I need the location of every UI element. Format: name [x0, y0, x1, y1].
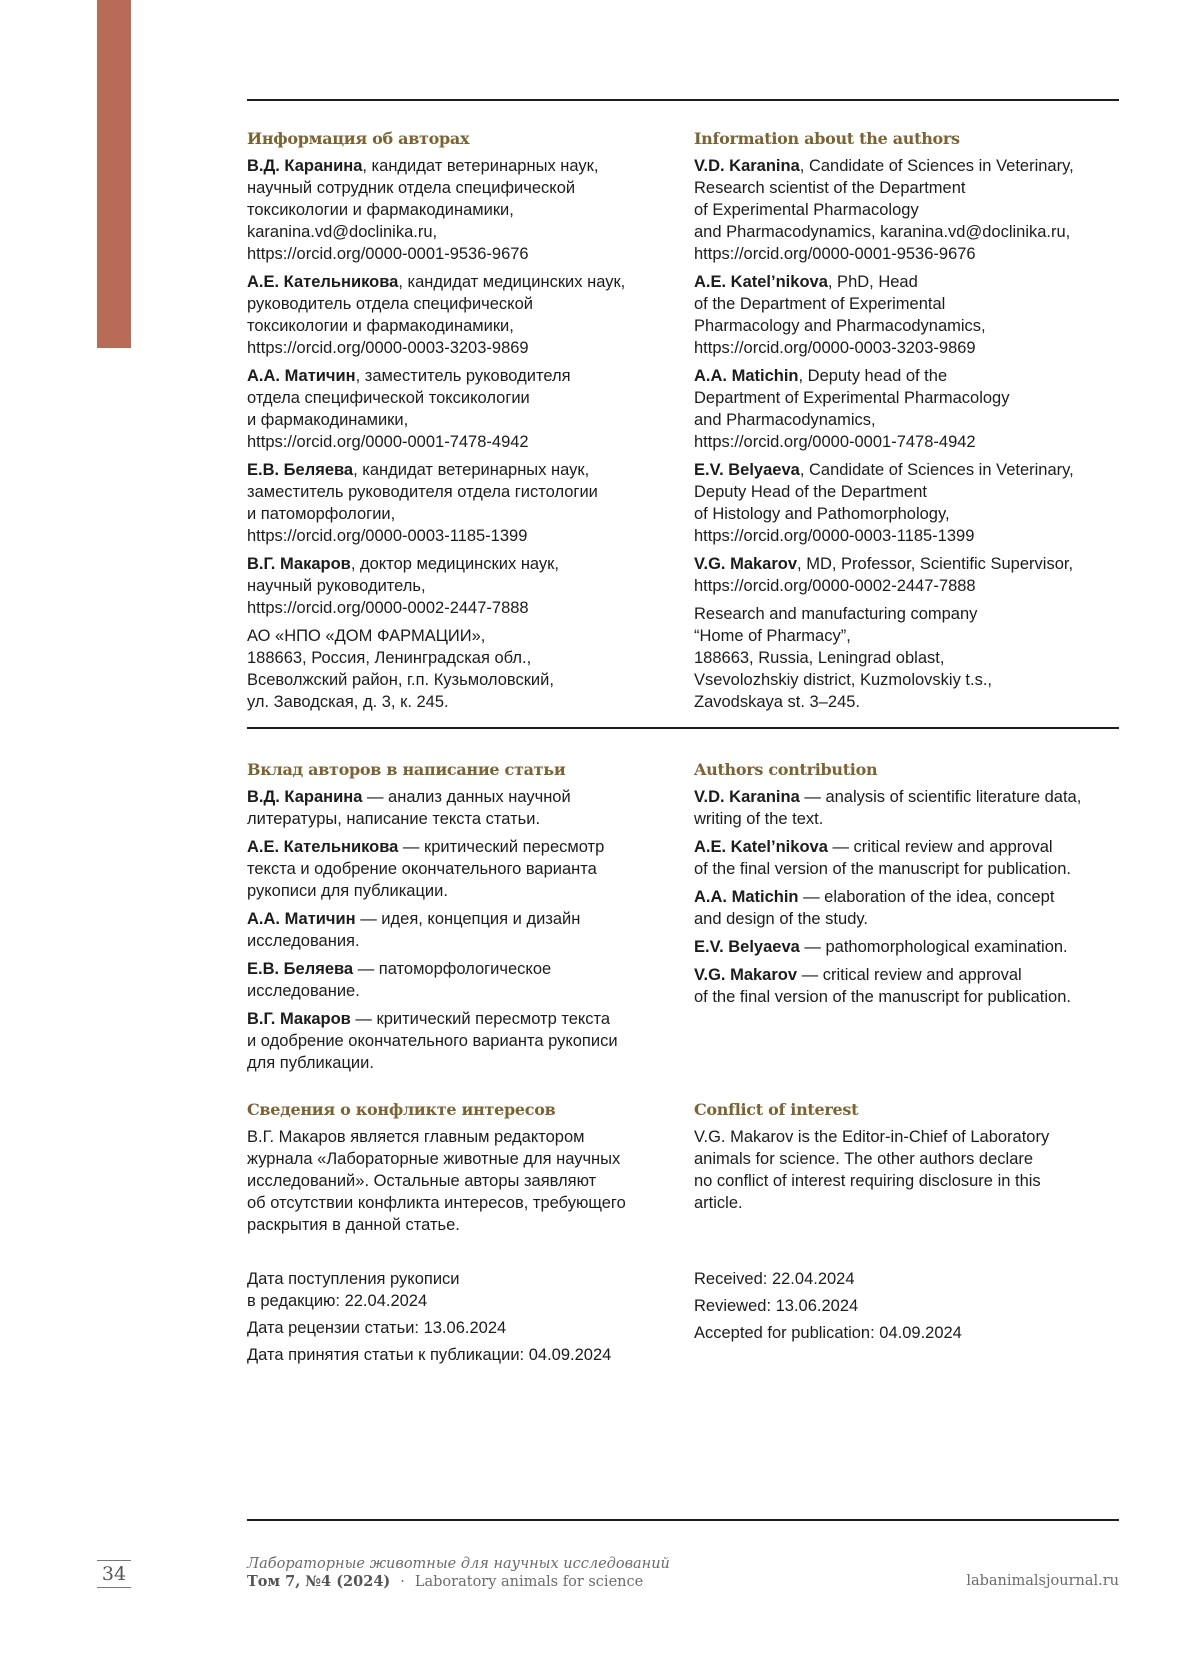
- author-details: , кандидат медицинских наук, руководитель отдела специфической токсикологии и фармакодинамики, https://orcid.org/0000-0003-3203-9869: [247, 273, 625, 357]
- authors-info-heading-ru: Информация об авторах: [247, 129, 687, 149]
- author-entry: [247, 155, 687, 265]
- conflict-heading-ru: Сведения о конфликте интересов: [247, 1100, 687, 1120]
- contribution-text: — критический пересмотр текста и одобрение окончательного варианта рукописи для публикации.: [247, 838, 604, 900]
- contribution-text: — elaboration of the idea, concept and design of the study.: [694, 888, 1054, 928]
- reviewed-date-ru: Дата рецензии статьи: 13.06.2024: [247, 1317, 687, 1339]
- author-details: , заместитель руководителя отдела специфической токсикологии и фармакодинамики, https://orcid.org/0000-0001-7478-4942: [247, 367, 571, 451]
- page-number: 34: [97, 1560, 131, 1588]
- contribution-entry: [247, 958, 687, 1002]
- author-entry: [247, 271, 687, 359]
- author-entry: [247, 459, 687, 547]
- contribution-entry: [694, 786, 1134, 830]
- author-name: A.A. Matichin: [694, 367, 799, 385]
- author-name: В.Д. Каранина: [247, 157, 362, 175]
- author-name: A.E. Katel’nikova: [694, 273, 828, 291]
- author-name: A.A. Matichin: [694, 888, 799, 906]
- contribution-text: — pathomorphological examination.: [800, 938, 1068, 956]
- dates-en: [694, 1268, 1134, 1349]
- author-name: В.Г. Макаров: [247, 1010, 351, 1028]
- authors-info-ru: [247, 129, 687, 719]
- author-name: V.D. Karanina: [694, 157, 800, 175]
- contribution-entry: [247, 786, 687, 830]
- author-details: , Deputy head of the Department of Experimental Pharmacology and Pharmacodynamics, https://orcid.org/0000-0001-7478-4942: [694, 367, 1009, 451]
- contribution-text: — critical review and approval of the final version of the manuscript for publication.: [694, 838, 1071, 878]
- journal-issue-line: [247, 1573, 670, 1591]
- author-name: А.А. Матичин: [247, 910, 356, 928]
- accepted-date-ru: Дата принятия статьи к публикации: 04.09.2024: [247, 1344, 687, 1366]
- author-name: V.G. Makarov: [694, 555, 797, 573]
- contribution-entry: [247, 1008, 687, 1074]
- author-name: Е.В. Беляева: [247, 461, 353, 479]
- author-name: V.G. Makarov: [694, 966, 797, 984]
- conflict-ru: [247, 1100, 687, 1242]
- contribution-heading-ru: Вклад авторов в написание статьи: [247, 760, 687, 780]
- contribution-entry: [247, 908, 687, 952]
- contribution-text: — критический пересмотр текста и одобрение окончательного варианта рукописи для публикации.: [247, 1010, 618, 1072]
- author-entry: [694, 365, 1134, 453]
- contribution-text: — идея, концепция и дизайн исследования.: [247, 910, 580, 950]
- author-name: В.Г. Макаров: [247, 555, 351, 573]
- conflict-heading-en: Conflict of interest: [694, 1100, 1134, 1120]
- reviewed-date-en: Reviewed: 13.06.2024: [694, 1295, 1134, 1317]
- author-details: , Candidate of Sciences in Veterinary, Research scientist of the Department of Experimental Pharmacology and Pharmacodynamics, karanina.vd@doclinika.ru, https://orcid.org/0000-0001-9536-9676: [694, 157, 1074, 263]
- journal-title-ru: Лабораторные животные для научных исследований: [247, 1556, 670, 1573]
- author-name: А.Е. Кательникова: [247, 838, 398, 856]
- journal-title-en: Laboratory animals for science: [415, 1574, 643, 1590]
- contribution-entry: [694, 836, 1134, 880]
- author-name: E.V. Belyaeva: [694, 461, 800, 479]
- author-name: А.А. Матичин: [247, 367, 356, 385]
- author-entry: [694, 271, 1134, 359]
- author-entry: [694, 553, 1134, 597]
- contribution-entry: [694, 964, 1134, 1008]
- author-name: В.Д. Каранина: [247, 788, 362, 806]
- accepted-date-en: Accepted for publication: 04.09.2024: [694, 1322, 1134, 1344]
- contribution-heading-en: Authors contribution: [694, 760, 1134, 780]
- author-details: , Candidate of Sciences in Veterinary, Deputy Head of the Department of Histology and Pathomorphology, https://orcid.org/0000-0003-1185-1399: [694, 461, 1074, 545]
- author-name: A.E. Katel’nikova: [694, 838, 828, 856]
- contribution-entry: [694, 886, 1134, 930]
- divider-footer: [247, 1519, 1119, 1521]
- organization-address-ru: АО «НПО «ДОМ ФАРМАЦИИ», 188663, Россия, Ленинградская обл., Всеволжский район, г.п. Кузьмоловский, ул. Заводская, д. 3, к. 245.: [247, 625, 687, 713]
- divider-top: [247, 99, 1119, 101]
- author-entry: [694, 155, 1134, 265]
- contribution-text: — анализ данных научной литературы, написание текста статьи.: [247, 788, 571, 828]
- decorative-side-bar: [97, 0, 131, 348]
- contribution-en: [694, 760, 1134, 1014]
- dates-ru: [247, 1268, 687, 1371]
- author-details: , PhD, Head of the Department of Experimental Pharmacology and Pharmacodynamics, https://orcid.org/0000-0003-3203-9869: [694, 273, 986, 357]
- separator-dot: ·: [390, 1574, 415, 1590]
- author-details: , кандидат ветеринарных наук, заместитель руководителя отдела гистологии и патоморфологии, https://orcid.org/0000-0003-1185-1399: [247, 461, 598, 545]
- conflict-en: [694, 1100, 1134, 1220]
- received-date-en: Received: 22.04.2024: [694, 1268, 1134, 1290]
- divider-middle: [247, 727, 1119, 729]
- journal-website-link[interactable]: labanimalsjournal.ru: [966, 1573, 1119, 1589]
- conflict-text-ru: В.Г. Макаров является главным редактором журнала «Лабораторные животные для научных исследований». Остальные авторы заявляют об отсутствии конфликта интересов, требующего раскрытия в данной статье.: [247, 1126, 687, 1236]
- received-date-ru: Дата поступления рукописи в редакцию: 22.04.2024: [247, 1268, 687, 1312]
- authors-info-heading-en: Information about the authors: [694, 129, 1134, 149]
- author-name: E.V. Belyaeva: [694, 938, 800, 956]
- contribution-text: — патоморфологическое исследование.: [247, 960, 551, 1000]
- author-details: , кандидат ветеринарных наук, научный сотрудник отдела специфической токсикологии и фармакодинамики, karanina.vd@doclinika.ru, https://orcid.org/0000-0001-9536-9676: [247, 157, 598, 263]
- organization-address-en: Research and manufacturing company “Home of Pharmacy”, 188663, Russia, Leningrad oblast, Vsevolozhskiy district, Kuzmolovskiy t.s., Zavodskaya st. 3–245.: [694, 603, 1134, 713]
- author-entry: [247, 553, 687, 619]
- journal-issue: Том 7, №4 (2024): [247, 1573, 390, 1590]
- author-name: А.Е. Кательникова: [247, 273, 398, 291]
- contribution-entry: [694, 936, 1134, 958]
- journal-info: [247, 1556, 670, 1591]
- contribution-ru: [247, 760, 687, 1080]
- author-entry: [247, 365, 687, 453]
- conflict-text-en: V.G. Makarov is the Editor-in-Chief of Laboratory animals for science. The other authors declare no conflict of interest requiring disclosure in this article.: [694, 1126, 1134, 1214]
- contribution-text: — critical review and approval of the final version of the manuscript for publication.: [694, 966, 1071, 1006]
- author-name: V.D. Karanina: [694, 788, 800, 806]
- authors-info-en: [694, 129, 1134, 719]
- author-details: , доктор медицинских наук, научный руководитель, https://orcid.org/0000-0002-2447-7888: [247, 555, 559, 617]
- contribution-text: — analysis of scientific literature data, writing of the text.: [694, 788, 1081, 828]
- author-entry: [694, 459, 1134, 547]
- author-details: , MD, Professor, Scientific Supervisor, https://orcid.org/0000-0002-2447-7888: [694, 555, 1073, 595]
- author-name: Е.В. Беляева: [247, 960, 353, 978]
- contribution-entry: [247, 836, 687, 902]
